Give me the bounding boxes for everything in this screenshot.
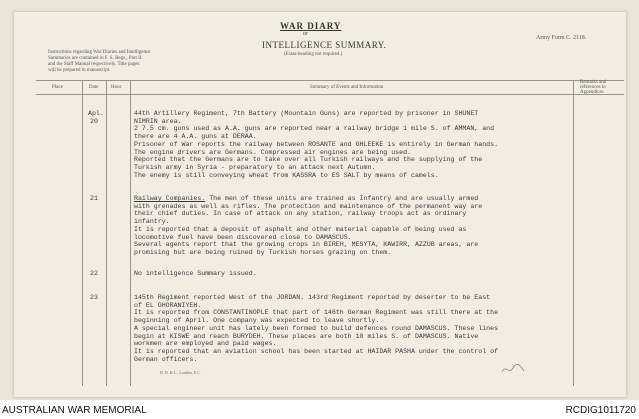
column-divider (106, 80, 107, 386)
entry-23 (134, 294, 574, 363)
entry-line: 145th Regiment reported West of the JORDAN. 143rd Regiment reported by deserter to be East (134, 294, 491, 301)
archive-footer (0, 400, 639, 419)
entry-line: NIMRIN area. (134, 117, 182, 125)
entry-line: The enemy is still conveying wheat from KASSRA to ES SALT by means of camels. (134, 171, 439, 179)
entry-line: It is reported that an aviation school has been started at HAIDAR PASHA under the control of (134, 347, 499, 355)
entry-line: begin at KISWE and reach BURYDEH. These places are both 10 miles S. of DAMASCUS. Native (134, 332, 479, 340)
instructions-line: Summaries are contained in F. S. Regs., Part II. (48, 56, 143, 61)
instructions-line: and the Staff Manual respectively. Title pages (48, 62, 140, 67)
column-divider (82, 80, 83, 386)
instructions-line: Instructions regarding War Diaries and Intelligence (48, 50, 151, 55)
army-form-number: Army Form C. 2118. (536, 35, 587, 41)
entry-line: with grenades as well as rifles. The protection and maintenance of the permanent way are (134, 202, 483, 210)
entry-line: Prisoner of War reports the railway between ROSANTE and GHLEEKE is entirely in German hands. (134, 140, 499, 148)
instructions-note (48, 50, 218, 74)
column-header-place: Place (52, 85, 63, 90)
title-or: or (303, 31, 308, 37)
entry-line: workmen are employed and paid wages. (134, 340, 277, 348)
column-header-summary: Summary of Events and Information (310, 85, 384, 90)
table-header-rule (36, 94, 624, 95)
entry-line: It is reported from CONSTANTINOPLE that part of 146th German Regiment was still there at the (134, 309, 499, 317)
entry-line: The engine drivers are Germans. Compressed air engines are being used. (134, 148, 411, 156)
column-divider (130, 80, 131, 386)
date-21: 21 (90, 195, 98, 202)
entry-line: The men of these units are trained as Infantry and are usually armed (205, 195, 479, 202)
entry-line: promising but are being ruined by Turkish horses grazing on them. (134, 248, 392, 256)
entry-line: Reported that the Germans are to take over all Turkish railways and the supplying of the (134, 156, 483, 164)
entry-line: No intelligence Summary issued. (134, 270, 257, 277)
date-month: Apl. (88, 110, 104, 117)
printer-imprint: D. D. & L., London, E.C. (160, 370, 201, 375)
entry-line: 44th Artillery Regiment, 7th Battery (Mountain Guns) are reported by prisoner in SHUNET (134, 110, 479, 117)
entry-line: locomotive fuel have been discovered close to DAMASCUS. (134, 233, 352, 241)
page-subtitle: INTELLIGENCE SUMMARY. (262, 40, 387, 50)
entry-line: German officers. (134, 355, 198, 363)
entry-line: 2 7.5 cm. guns used as A.A. guns are reported near a railway bridge 1 mile S. of AMMAN, and (134, 125, 495, 133)
archive-name: AUSTRALIAN WAR MEMORIAL (2, 405, 147, 416)
entry-22 (134, 270, 574, 278)
entry-line: their chief duties. In case of attack on any station, railway troops act as ordinary (134, 210, 467, 218)
date-22: 22 (90, 270, 98, 277)
column-header-hour: Hour (111, 85, 122, 90)
date-23: 23 (90, 294, 98, 301)
signature-scribble (500, 362, 526, 376)
column-header-remarks: Remarks and references to Appendices (580, 80, 607, 95)
entry-line: of EL GHORANIYEH. (134, 301, 202, 309)
table-top-rule (36, 80, 624, 81)
entry-20 (134, 110, 574, 179)
entry-line: beginning of April. One company was expected to leave shortly. (134, 317, 380, 325)
entry-line: It is reported that a deposit of asphalt and other material capable of being used as (134, 225, 467, 233)
archive-reference: RCDIG1011720 (565, 405, 636, 416)
page-title: WAR DIARY (280, 21, 342, 31)
entry-line: infantry. (134, 218, 170, 226)
entry-line: there are 4 A.A. guns at DERAA. (134, 133, 257, 141)
entry-line: Several agents report that the growing crops in BIREH, MESYTA, KAWIRR, AZZUB areas, are (134, 241, 479, 249)
heading-note: (Erase heading not required.) (284, 52, 343, 57)
entry-line: Turkish army in Syria - preparatory to an attack next Autumn. (134, 163, 376, 171)
entry-heading: Railway Companies. (134, 195, 206, 202)
entry-21 (134, 195, 574, 257)
date-20: 20 (90, 118, 98, 125)
entry-line: A special engineer unit has lately been formed to build defences round DAMASCUS. These lines (134, 324, 499, 332)
column-header-date: Date (89, 85, 99, 90)
instructions-line: will be prepared in manuscript. (48, 68, 111, 73)
